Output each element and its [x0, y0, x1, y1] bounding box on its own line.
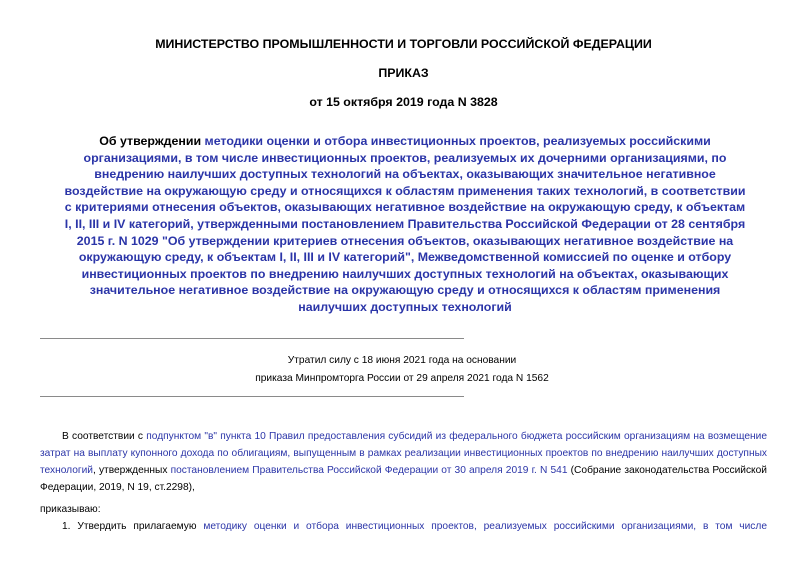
- status-note-line-1: Утратил силу с 18 июня 2021 года на основании: [287, 355, 517, 366]
- order-word: приказываю:: [40, 504, 101, 515]
- preamble-text-1: В соответствии с: [62, 431, 147, 442]
- item-1-text: 1. Утвердить прилагаемую: [62, 521, 204, 532]
- document-title: [60, 133, 750, 316]
- divider-bottom: [40, 396, 464, 397]
- preamble-text-2: , утвержденных: [92, 465, 171, 476]
- divider-top: [40, 338, 464, 339]
- government-decree-link[interactable]: постановлением Правительства Российской Федерации от 30 апреля 2019 г. N 541: [170, 465, 568, 476]
- preamble-text-3: (Собрание законодательства Российской Федерации, 2019, N 19, ст.2298),: [40, 465, 767, 493]
- document-type: ПРИКАЗ: [378, 66, 429, 80]
- preamble-paragraph: [40, 428, 767, 496]
- title-methodology-link[interactable]: методики оценки и отбора инвестиционных проектов, реализуемых российскими организациями, в том числе инвестиционных проектов, реализуемых их дочерними организациями, по внедрению наилучших доступных технологий на объектах, оказывающих значительное негативное воздействие на окружающую среду и относящихся к областям применения таких технологий, в соответствии с критериями отнесения объектов, оказывающих негативное воздействие на окружающую среду, к объектам I, II, III и IV категорий, утвержденными постановлением Правительства Российской Федерации от 28 сентября 2015 г. N 1029 "Об утверждении критериев отнесения объектов, оказывающих негативное воздействие на окружающую среду, к объектам I, II, III и IV категорий", Межведомственной комиссией по оценке и отбору инвестиционных проектов по внедрению наилучших доступных технологий на объектах, оказывающих значительное негативное воздействие на окружающую среду и относящихся к областям применения наилучших доступных технологий: [64, 134, 746, 314]
- document-date-number: от 15 октября 2019 года N 3828: [309, 95, 498, 109]
- order-item-1: [40, 518, 767, 535]
- methodology-approval-link[interactable]: методику оценки и отбора инвестиционных проектов, реализуемых российскими организациями, в том числе: [203, 521, 767, 532]
- rules-subsidy-link[interactable]: подпунктом "в" пункта 10 Правил предоставления субсидий из федерального бюджета российским организациям на возмещение затрат на выплату купонного дохода по облигациям, выпущенным в рамках реализации инвестиционных проектов по внедрению наилучших доступных технологий: [40, 431, 768, 476]
- ministry-heading: МИНИСТЕРСТВО ПРОМЫШЛЕННОСТИ И ТОРГОВЛИ РОССИЙСКОЙ ФЕДЕРАЦИИ: [155, 37, 652, 51]
- status-note-line-2: приказа Минпромторга России от 29 апреля 2021 года N 1562: [255, 373, 549, 384]
- title-prefix: Об утверждении: [99, 134, 205, 148]
